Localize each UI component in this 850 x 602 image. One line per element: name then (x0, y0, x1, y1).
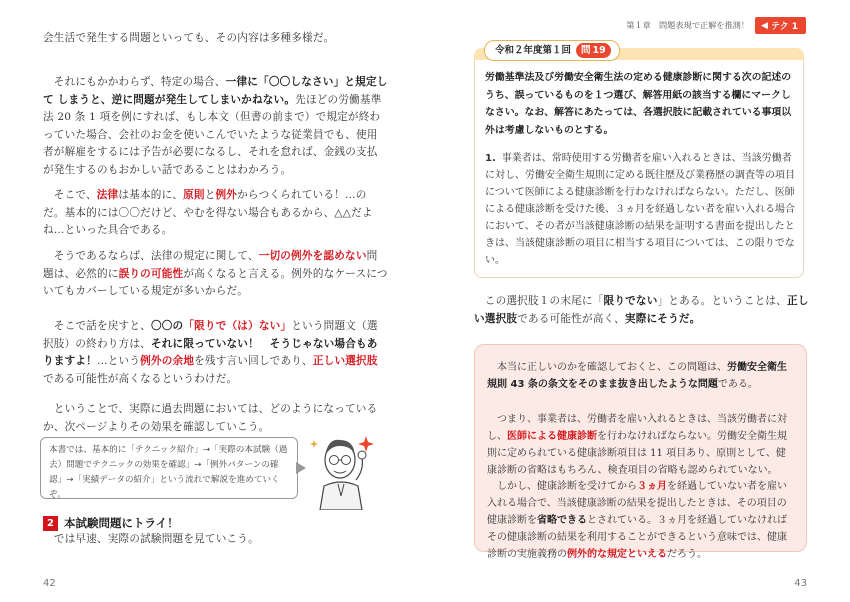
explanation-1 (487, 359, 795, 393)
question-number-badge (576, 43, 611, 58)
text-run: という問題文（選択肢）の終わり方は、 (43, 320, 378, 350)
emphasis-red: 医師による健康診断 (507, 431, 597, 442)
emphasis-bold: 〇〇の (150, 320, 184, 332)
section-title: 本試験問題にトライ！ (64, 516, 179, 530)
question-text: 労働基準法及び労働安全衛生法の定める健康診断に関する次の記述のうち、誤っているものを１つ選び、解答用紙の該当する欄にマークしなさい。なお、解答にあたっては、各選択肢に記載されている事項以外は考慮しないものとする。 (485, 72, 792, 136)
text-run: そうであるならば、法律の規定に関して、 (43, 250, 259, 262)
question-label (484, 40, 620, 61)
paragraph-6: ということで、実際に過去問題においては、どのようになっているか、次ページよりその効果を確認していこう。 (43, 403, 378, 433)
text-run: を行わなければならない。労働安全衛生規則に定められている健康診断項目は 11 項目あり、原則として、健康診断の省略はもちろん、検査項目の省略も認められていない。 (487, 431, 787, 476)
emphasis-red: 誤りの可能性 (118, 267, 184, 280)
emphasis-red: 例外 (215, 189, 238, 201)
text-run: そこで、 (43, 189, 97, 201)
text-run: だろう。 (667, 549, 707, 560)
emphasis-bold: 一律に「〇〇しなさい」と規定して しまうと、逆に問題が発生してしまいかねない。 (43, 76, 388, 106)
emphasis-red: 原則 (183, 189, 205, 201)
page-number-right: 43 (794, 578, 807, 589)
text-run: それにもかかわらず、特定の場合、 (43, 76, 226, 88)
choice-1 (485, 150, 795, 269)
running-header (626, 17, 806, 34)
emphasis-bold: 省略できる (537, 515, 587, 526)
emphasis-red: 例外の余地 (140, 355, 195, 367)
text-run: である。 (717, 379, 758, 390)
text-run: である可能性が高く、 (517, 312, 625, 325)
choice-number: 1. (485, 153, 496, 164)
emphasis-red: 法律 (96, 189, 119, 201)
note-box (40, 437, 298, 499)
text-run: つまり、事業者は、労働者を雇い入れるときは、当該労働者に対し、 (487, 414, 787, 442)
right-page (425, 0, 850, 602)
analysis-paragraph (474, 293, 809, 328)
exam-session: 令和２年度第１回 (495, 45, 572, 56)
text-run: 先ほどの労働基準法 20 条 1 項を例にすれば、もし本文（但書の前まで）で規定が終わっていた場合、会社のお金を使いこんでいたような従業員でも、使用者が解雇をするには予告が必要になるし、それを怠れば、金銭の支払が発生するのもおかしい話であることはわかろう。 (43, 93, 382, 176)
emphasis-bold: 実際にそうだ。 (624, 312, 701, 325)
section-subtext: では早速、実際の試験問題を見ていこう。 (43, 533, 259, 545)
emphasis-bold: 限りでない (603, 295, 658, 307)
paragraph-3 (43, 187, 388, 240)
text-run: 本当に正しいのかを確認しておくと、この問題は、 (487, 362, 727, 373)
text-run: そこで話を戻すと、 (43, 320, 151, 332)
emphasis-red: ３ヵ月 (637, 481, 667, 492)
text-run: を残す言い回しであり、 (194, 355, 313, 367)
paragraph-1: 会生活で発生する問題といっても、その内容は多種多様だ。 (43, 32, 335, 44)
emphasis-red: 例外的な規定といえる (567, 549, 667, 560)
text-run: とされている。３ヵ月を経過していなければその健康診断の結果を利用することができるという意味では、健康診断の実施義務の (487, 515, 787, 560)
text-run: を経過していない者を雇い入れる場合で、当該健康診断の結果を提出したときは、その項目の健康診断を (487, 481, 787, 526)
section-number: 2 (43, 516, 58, 531)
text-run: …という (96, 355, 141, 367)
explanation-2 (487, 411, 795, 479)
text-run: と (204, 189, 216, 201)
paragraph-4 (43, 248, 388, 301)
section-heading (43, 515, 179, 531)
text-run: 問題は、必然的に (43, 250, 378, 280)
text-run: この選択肢１の末尾に「 (474, 295, 604, 307)
choice-text: 事業者は、常時使用する労働者を雇い入れるときは、当該労働者に対し、労働安全衛生規則に定める既往歴及び業務歴の調査等の項目について医師による健康診断を行わなければならない。ただし、医師による健康診断を受けた後、３ヵ月を経過しない者を雇い入れる場合において、その者が当該健康診断の結果を証明する書面を提出したときは、当該健康診断の項目に相当する項目については、この限りでない。 (485, 153, 795, 266)
text-run: からつくられている！…のだ。基本的には〇〇だけど、やむを得ない場合もあるから、△△だよね…といった具合である。 (43, 189, 373, 236)
note-text: 本書では、基本的に「テクニック紹介」→「実際の本試験（過去）問題でテクニックの効果を確認」→「例外パターンの確認」→「実績データの紹介」という流れで解説を進めていくぞ。 (49, 445, 288, 500)
text-run: は基本的に、 (118, 189, 184, 201)
emphasis-red: 正しい選択肢 (312, 355, 378, 367)
technique-tab (755, 17, 806, 34)
emphasis-bold: 労働安全衛生規則 43 条の条文をそのまま抜き出したような問題 (487, 362, 787, 390)
text-run: しかし、健康診断を受けてから (487, 481, 637, 492)
arrow-left-icon: ◀ (761, 20, 768, 31)
page-number-left: 42 (43, 578, 56, 589)
question-prefix: 問 (581, 45, 591, 56)
paragraph-5 (43, 318, 388, 388)
emphasis-bold: それに限っていない！ そうじゃない場合もありますよ！ (43, 337, 378, 367)
emphasis-red: 一切の例外を認めない (258, 250, 367, 262)
note-pointer (296, 462, 306, 474)
paragraph-2 (43, 74, 388, 179)
explanation-3 (487, 478, 795, 563)
text-run: である可能性が高くなるというわけだ。 (43, 372, 238, 385)
emphasis-bold: 正しい選択肢 (474, 295, 809, 325)
emphasis-red: 「限りで（は）ない」 (183, 320, 292, 332)
text-run: が高くなると言える。例外的なケースについてもカバーしている規定が多いからだ。 (43, 267, 388, 297)
mascot-illustration (308, 430, 374, 510)
chapter-title: 第１章 問題表現で正解を推測！ (626, 20, 750, 30)
technique-tab-label: テク 1 (770, 22, 798, 32)
text-run: 」とある。ということは、 (657, 295, 788, 307)
question-number: 19 (592, 45, 606, 56)
